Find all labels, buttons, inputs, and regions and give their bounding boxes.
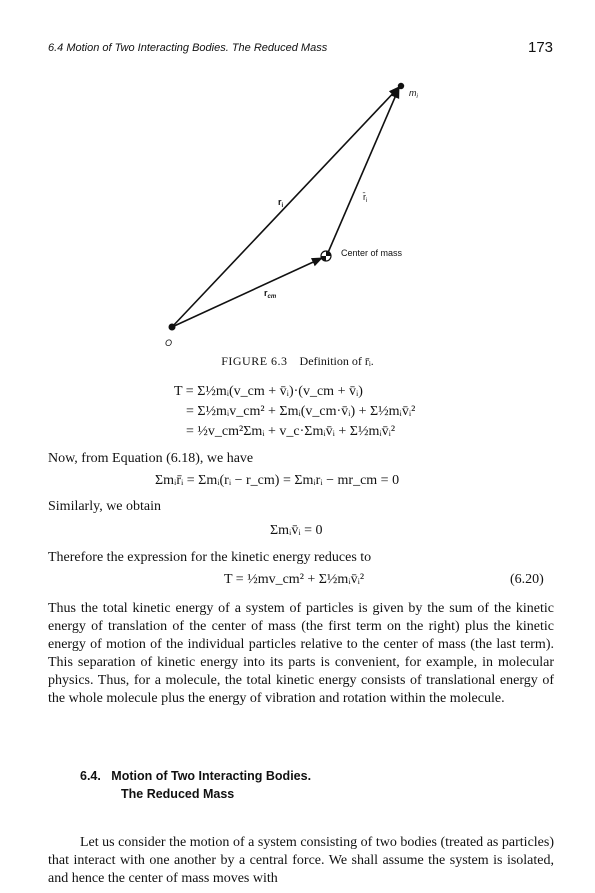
origin-dot — [169, 324, 176, 331]
equation-kinetic-line-1: T = Σ½mᵢ(v_cm + v̄ᵢ)·(v_cm + v̄ᵢ) — [174, 384, 363, 399]
section-title-line-1: Motion of Two Interacting Bodies. — [111, 769, 312, 783]
page-number: 173 — [528, 39, 554, 56]
body-paragraph: Thus the total kinetic energy of a system of particles is given by the sum of the kinetic energy of translation of the center of mass (the first term on the right) plus the kinetic energy of motion of the individual particles relative to the center of mass (the last term). This separation of kinetic energy into its parts is convenient, for example, in molecular physics. Thus, for a molecule, the total kinetic energy consists of translational energy of the whole molecule plus the energy of vibration and rotation within the molecule. — [48, 601, 554, 706]
text-now-from: Now, from Equation (6.18), we have — [48, 451, 254, 466]
label-center-of-mass: Center of mass — [341, 248, 403, 258]
equation-kinetic-line-3: = ½v_cm²Σmᵢ + v_c·Σmᵢv̄ᵢ + Σ½mᵢv̄ᵢ² — [186, 424, 396, 439]
section-heading — [80, 767, 311, 803]
label-rcm: $r_{cm}$ — [264, 288, 277, 300]
label-mi: $m_i$ — [409, 88, 418, 100]
label-ri: $r_i$ — [278, 197, 284, 209]
label-ribar: $r̄_i$ — [363, 192, 368, 204]
running-head: 6.4 Motion of Two Interacting Bodies. The Reduced Mass — [48, 42, 328, 54]
center-of-mass-symbol — [321, 251, 331, 261]
intro-paragraph: Let us consider the motion of a system consisting of two bodies (treated as particles) that interact with one another by a central force. We shall assume the system is isolated, and hence the center of mass moves with — [48, 835, 554, 886]
equation-sum-r: Σmᵢr̄ᵢ = Σmᵢ(rᵢ − r_cm) = Σmᵢrᵢ − mr_cm = 0 — [155, 473, 400, 488]
vector-rcm — [172, 258, 322, 327]
section-title-line-2: The Reduced Mass — [121, 787, 235, 801]
equation-kinetic-line-2: = Σ½mᵢv_cm² + Σmᵢ(v_cm·v̄ᵢ) + Σ½mᵢv̄ᵢ² — [186, 404, 416, 419]
equation-number: (6.20) — [510, 572, 544, 587]
text-therefore: Therefore the expression for the kinetic energy reduces to — [48, 550, 372, 565]
particle-mi-dot — [398, 83, 404, 89]
equation-sum-v: Σmᵢv̄ᵢ = 0 — [270, 523, 323, 538]
vector-ri — [172, 87, 399, 327]
text-similarly: Similarly, we obtain — [48, 499, 162, 514]
caption-label: FIGURE 6.3 — [221, 354, 288, 368]
caption-text: Definition of r̄ᵢ. — [299, 354, 374, 368]
figure-caption — [0, 354, 595, 369]
label-origin: O — [165, 338, 173, 348]
section-number: 6.4. — [80, 769, 101, 783]
figure-6-3-diagram — [0, 0, 595, 360]
vector-ribar — [327, 88, 399, 255]
equation-kinetic-final: T = ½mv_cm² + Σ½mᵢv̄ᵢ² — [224, 572, 365, 587]
